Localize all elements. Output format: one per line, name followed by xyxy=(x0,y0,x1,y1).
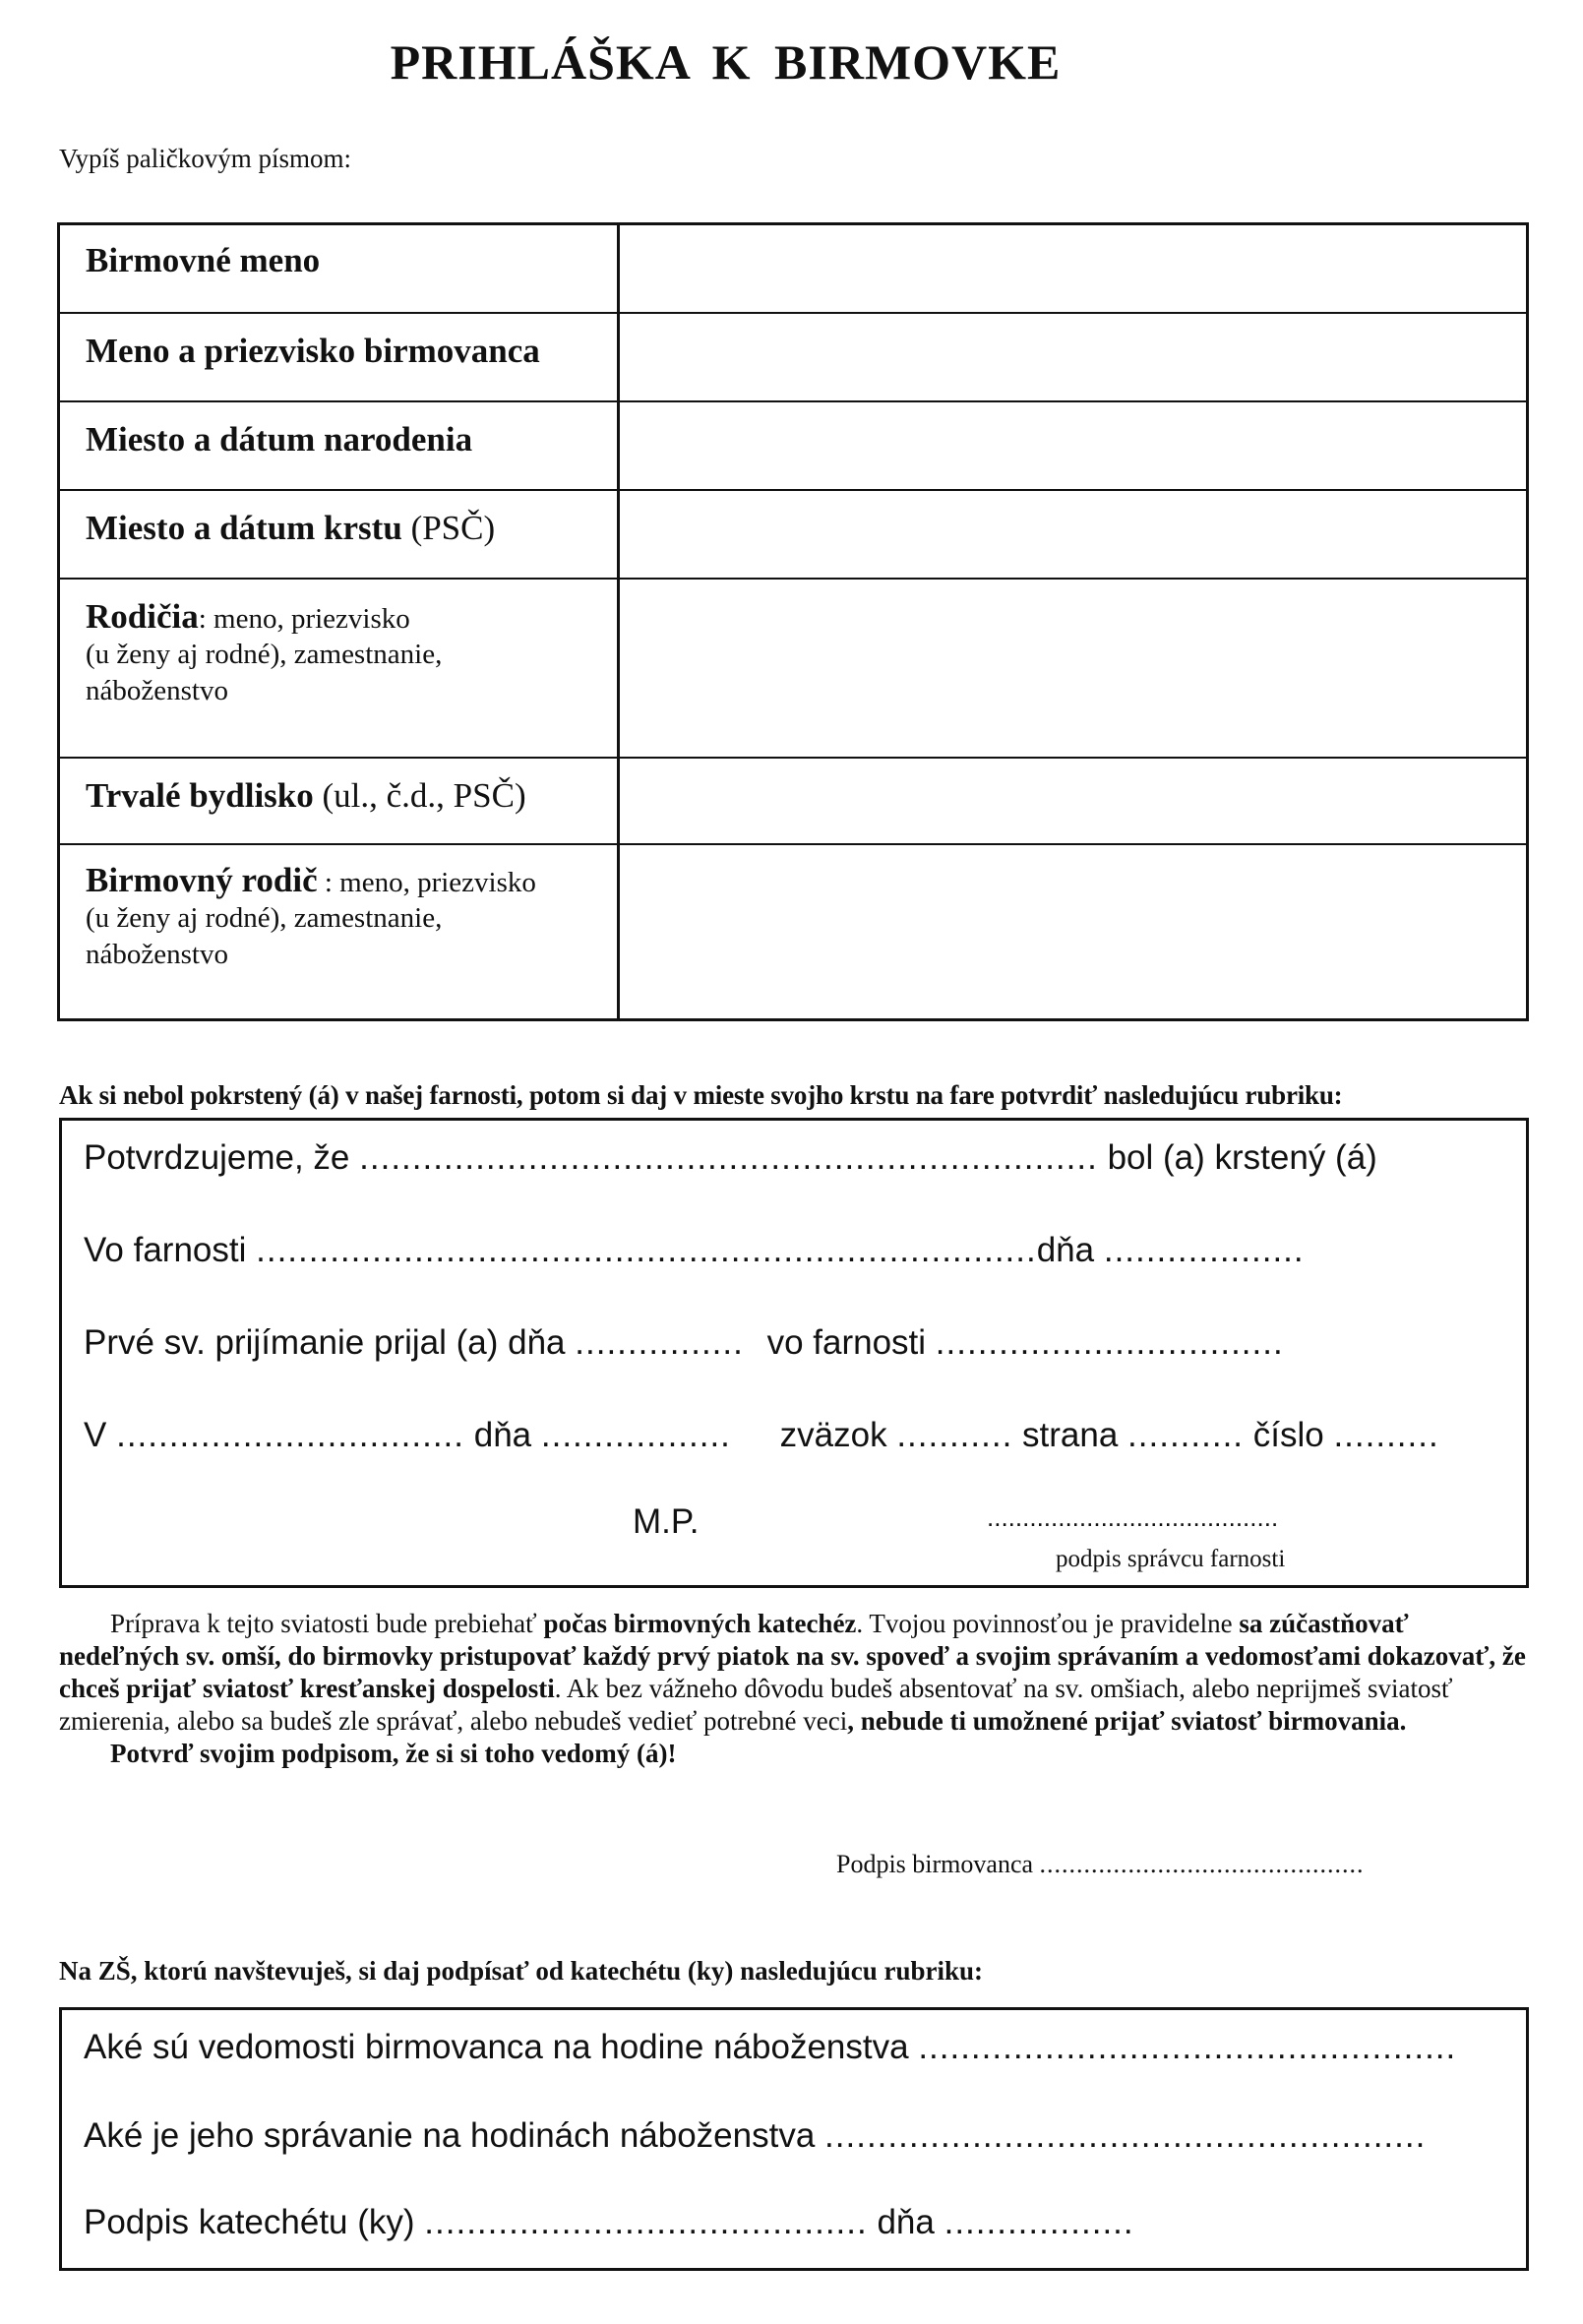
candidate-signature: Podpis birmovanca ............................................ xyxy=(836,1850,1365,1878)
catechist-box xyxy=(59,2007,1529,2271)
date-blank[interactable]: .................. xyxy=(540,1416,731,1454)
form-label: Rodičia: meno, priezvisko (u ženy aj rodné), zamestnanie, náboženstvo xyxy=(60,580,620,759)
candidate-signature-blank[interactable]: ............................................ xyxy=(1039,1850,1365,1878)
page-title: PRIHLÁŠKA K BIRMOVKE xyxy=(390,34,1062,90)
confirm-line-4: V ................................. dňa .................. zväzok ........... strana ........... číslo .......... xyxy=(84,1416,1439,1454)
catechist-signature-line: Podpis katechétu (ky) .......................................... dňa .................. xyxy=(84,2203,1134,2241)
instruction-text: Vypíš paličkovým písmom: xyxy=(59,144,351,173)
parish-blank[interactable]: .......................................................................... xyxy=(256,1231,1037,1269)
pastor-signature-label: podpis správcu farnosti xyxy=(1056,1546,1286,1572)
communion-parish-blank[interactable]: ................................. xyxy=(935,1323,1284,1362)
date-blank[interactable]: ................... xyxy=(1103,1231,1305,1269)
number-blank[interactable]: .......... xyxy=(1333,1416,1439,1454)
form-row-parents xyxy=(60,578,1526,759)
confirm-line-3: Prvé sv. prijímanie prijal (a) dňa ................ vo farnosti ................................. xyxy=(84,1323,1284,1362)
communion-date-blank[interactable]: ................ xyxy=(575,1323,744,1362)
confirm-line-2: Vo farnosti ..........................................................................dňa ................... xyxy=(84,1231,1305,1269)
form-label: Birmovný rodič : meno, priezvisko (u ženy aj rodné), zamestnanie, náboženstvo xyxy=(60,845,620,1020)
behavior-blank[interactable]: ......................................................... xyxy=(824,2116,1427,2155)
full-name-field[interactable] xyxy=(621,314,1526,402)
form-row-birth-name xyxy=(60,225,1526,312)
catechist-signature-blank[interactable]: .......................................... xyxy=(424,2203,868,2241)
stamp-placeholder: M.P. xyxy=(633,1502,700,1541)
baptism-notice: Ak si nebol pokrstený (á) v našej farnosti, potom si daj v mieste svojho krstu na fare potvrdiť nasledujúcu rubriku: xyxy=(59,1080,1343,1110)
parents-field[interactable] xyxy=(621,580,1526,759)
address-field[interactable] xyxy=(621,759,1526,845)
baptism-confirmation-box xyxy=(59,1118,1529,1588)
form-label: Meno a priezvisko birmovanca xyxy=(60,314,620,402)
form-label: Birmovné meno xyxy=(60,225,620,312)
knowledge-blank[interactable]: ................................................... xyxy=(918,2028,1457,2066)
acknowledgement-text: Potvrď svojim podpisom, že si si toho vedomý (á)! xyxy=(110,1739,677,1768)
registration-form-table xyxy=(57,222,1529,1021)
form-label: Trvalé bydlisko (ul., č.d., PSČ) xyxy=(60,759,620,845)
form-row-name xyxy=(60,312,1526,402)
birth-place-date-field[interactable] xyxy=(621,402,1526,491)
confirm-line-1: Potvrdzujeme, že ...................................................................... bol (a) krstený (á) xyxy=(84,1138,1377,1177)
page-blank[interactable]: ........... xyxy=(1127,1416,1245,1454)
form-label: Miesto a dátum narodenia xyxy=(60,402,620,491)
school-notice: Na ZŠ, ktorú navštevuješ, si daj podpísať od katechétu (ky) nasledujúcu rubriku: xyxy=(59,1956,983,1986)
behavior-line: Aké je jeho správanie na hodinách náboženstva ......................................................... xyxy=(84,2116,1427,2155)
birm-name-field[interactable] xyxy=(621,225,1526,312)
instructions-paragraph xyxy=(59,1608,1535,1770)
sponsor-field[interactable] xyxy=(621,845,1526,1020)
form-row-sponsor xyxy=(60,843,1526,1020)
knowledge-line: Aké sú vedomosti birmovanca na hodine náboženstva ................................................... xyxy=(84,2028,1457,2066)
baptized-name-blank[interactable]: ...................................................................... xyxy=(359,1138,1098,1177)
form-label: Miesto a dátum krstu (PSČ) xyxy=(60,491,620,580)
baptism-place-date-field[interactable] xyxy=(621,491,1526,580)
volume-blank[interactable]: ........... xyxy=(896,1416,1013,1454)
form-row-birth xyxy=(60,400,1526,491)
instructions-text: Príprava k tejto sviatosti bude prebiehať počas birmovných katechéz. Tvojou povinnosťou je pravidelne sa zúčastňovať nedeľných sv. omší, do birmovky pristupovať každý prvý piatok na sv. spoveď a svojim správaním a vedomosťami dokazovať, že chceš prijať sviatosť kresťanskej dospelosti. Ak bez vážneho dôvodu budeš absentovať na sv. omšiach, alebo neprijmeš sviatosť zmierenia, alebo sa budeš zle správať, alebo nebudeš vedieť potrebné veci, nebude ti umožnené prijať sviatosť birmovania. xyxy=(59,1609,1526,1736)
catechist-date-blank[interactable]: .................. xyxy=(944,2203,1134,2241)
pastor-signature-blank[interactable]: ......................................... xyxy=(987,1502,1279,1532)
place-blank[interactable]: ................................. xyxy=(116,1416,464,1454)
form-row-baptism xyxy=(60,489,1526,580)
form-row-address xyxy=(60,757,1526,845)
